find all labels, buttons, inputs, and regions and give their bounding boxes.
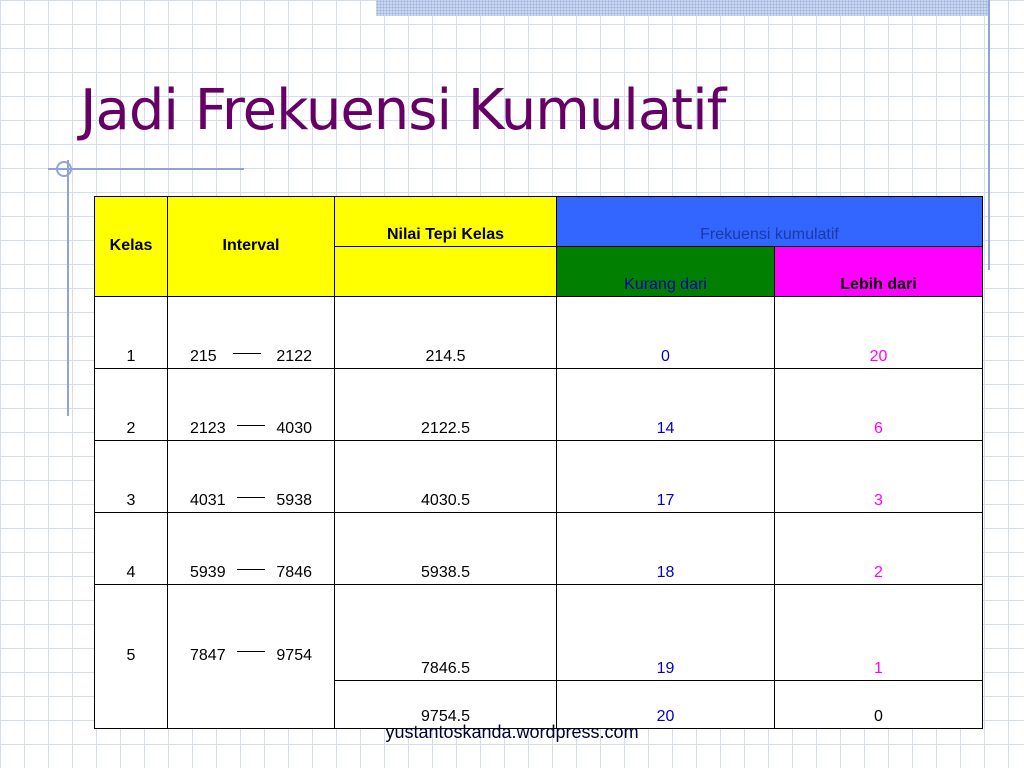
table-row	[95, 297, 983, 369]
top-decor-band	[376, 0, 988, 16]
cell-kurang-dari: 20	[557, 681, 775, 729]
interval-low: 215	[190, 348, 217, 365]
cell-kelas: 2	[95, 369, 168, 441]
cell-nilai-tepi: 4030.5	[335, 441, 557, 513]
cell-kelas: 1	[95, 297, 168, 369]
interval-dash	[237, 651, 265, 652]
interval-high: 5938	[276, 492, 312, 509]
cell-kurang-dari: 18	[557, 513, 775, 585]
interval-dash	[237, 497, 265, 498]
cell-lebih-dari: 0	[775, 681, 983, 729]
header-lebih-dari: Lebih dari	[775, 247, 983, 297]
cumulative-frequency-table	[94, 196, 983, 729]
table-row	[95, 441, 983, 513]
header-row-1	[95, 197, 983, 247]
cell-interval	[168, 369, 335, 441]
cell-lebih-dari: 3	[775, 441, 983, 513]
cell-nilai-tepi: 9754.5	[335, 681, 557, 729]
cell-interval	[168, 297, 335, 369]
table-row	[95, 369, 983, 441]
cell-lebih-dari: 20	[775, 297, 983, 369]
cell-nilai-tepi: 7846.5	[335, 585, 557, 681]
cell-kurang-dari: 0	[557, 297, 775, 369]
interval-dash	[233, 353, 261, 354]
cell-nilai-tepi: 214.5	[335, 297, 557, 369]
interval-high: 7846	[276, 564, 312, 581]
footer-source: yustantoskanda.wordpress.com	[385, 722, 639, 742]
cell-lebih-dari: 6	[775, 369, 983, 441]
right-decor-rule	[988, 0, 990, 270]
cell-kurang-dari: 17	[557, 441, 775, 513]
crosshair-decor-icon	[56, 161, 72, 177]
cell-lebih-dari: 2	[775, 513, 983, 585]
header-kurang-dari: Kurang dari	[557, 247, 775, 297]
interval-dash	[237, 425, 265, 426]
cell-interval	[168, 513, 335, 585]
header-kelas: Kelas	[95, 197, 168, 297]
cell-kurang-dari: 19	[557, 585, 775, 681]
cell-kelas: 5	[95, 585, 168, 729]
cell-lebih-dari: 1	[775, 585, 983, 681]
cell-nilai-tepi: 2122.5	[335, 369, 557, 441]
cell-nilai-tepi: 5938.5	[335, 513, 557, 585]
interval-low: 7847	[190, 646, 226, 664]
interval-high: 4030	[276, 420, 312, 437]
interval-low: 5939	[190, 564, 226, 581]
cell-kurang-dari: 14	[557, 369, 775, 441]
header-nilai-tepi-kelas: Nilai Tepi Kelas	[335, 197, 557, 247]
header-nilai-tepi-blank	[335, 247, 557, 297]
interval-high: 9754	[276, 646, 312, 664]
left-decor-rule	[67, 160, 69, 416]
interval-high: 2122	[276, 348, 312, 365]
cell-kelas: 4	[95, 513, 168, 585]
cell-interval	[168, 441, 335, 513]
cell-interval	[168, 585, 335, 729]
header-frekuensi-kumulatif: Frekuensi kumulatif	[557, 197, 983, 247]
cell-kelas: 3	[95, 441, 168, 513]
table-row	[95, 513, 983, 585]
slide-title: Jadi Frekuensi Kumulatif	[80, 78, 726, 143]
interval-dash	[237, 569, 265, 570]
interval-low: 4031	[190, 492, 226, 509]
table-row	[95, 585, 983, 681]
interval-low: 2123	[190, 420, 226, 437]
header-interval: Interval	[168, 197, 335, 297]
title-underline-rule	[48, 168, 244, 170]
